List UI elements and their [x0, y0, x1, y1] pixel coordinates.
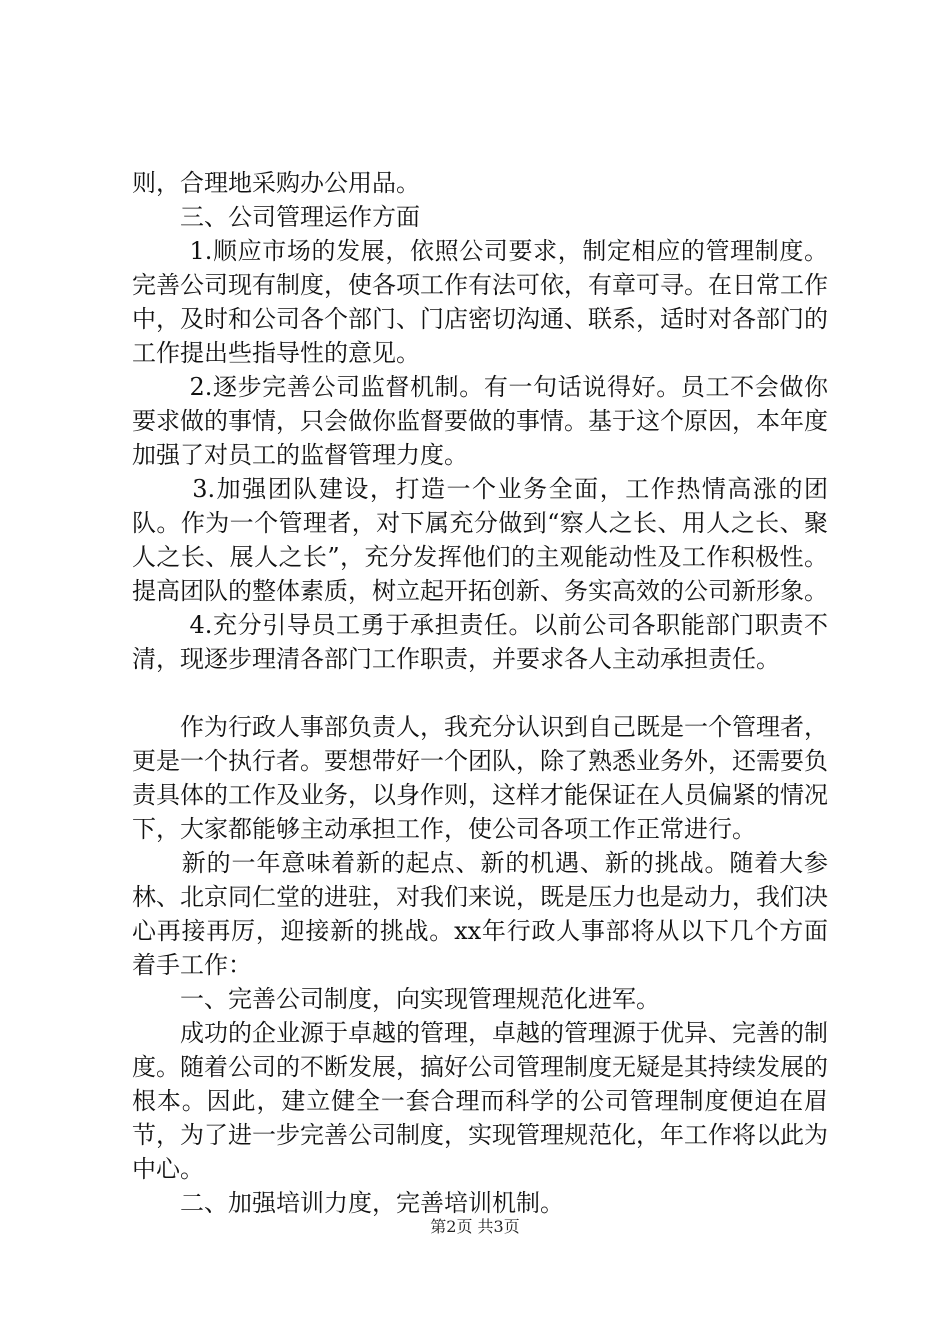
paragraph-item-3: 3.加强团队建设，打造一个业务全面，工作热情高涨的团队。作为一个管理者，对下属充分做到“察人之长、用人之长、聚人之长、展人之长”，充分发挥他们的主观能动性及工作积极性。提高团队的整体素质，树立起开拓创新、务实高效的公司新形象。 — [132, 475, 828, 605]
paragraph-new-year: 新的一年意味着新的起点、新的机遇、新的挑战。随着大参林、北京同仁堂的进驻，对我们来说，既是压力也是动力，我们决心再接再厉，迎接新的挑战。xx年行政人事部将从以下几个方面着手工作： — [132, 849, 828, 979]
section-heading-3: 三、公司管理运作方面 — [132, 203, 420, 231]
document-body — [132, 166, 828, 1220]
paragraph-item-2: 2.逐步完善公司监督机制。有一句话说得好。员工不会做你要求做的事情，只会做你监督要做的事情。基于这个原因，本年度加强了对员工的监督管理力度。 — [132, 373, 828, 469]
paragraph-continuation: 则，合理地采购办公用品。 — [132, 169, 420, 197]
plan-heading-1: 一、完善公司制度，向实现管理规范化进军。 — [132, 985, 660, 1013]
paragraph-item-4: 4.充分引导员工勇于承担责任。以前公司各职能部门职责不清，现逐步理清各部门工作职责，并要求各人主动承担责任。 — [132, 611, 828, 673]
page-number-footer: 第2页 共3页 — [430, 1217, 520, 1236]
paragraph-item-1: 1.顺应市场的发展，依照公司要求，制定相应的管理制度。完善公司现有制度，使各项工作有法可依，有章可寻。在日常工作中，及时和公司各个部门、门店密切沟通、联系，适时对各部门的工作提出些指导性的意见。 — [132, 237, 828, 367]
paragraph-management: 成功的企业源于卓越的管理，卓越的管理源于优异、完善的制度。随着公司的不断发展，搞好公司管理制度无疑是其持续发展的根本。因此，建立健全一套合理而科学的公司管理制度便迫在眉节，为了进一步完善公司制度，实现管理规范化，年工作将以此为中心。 — [132, 1019, 828, 1183]
paragraph-role: 作为行政人事部负责人，我充分认识到自己既是一个管理者，更是一个执行者。要想带好一个团队，除了熟悉业务外，还需要负责具体的工作及业务，以身作则，这样才能保证在人员偏紧的情况下，大家都能够主动承担工作，使公司各项工作正常进行。 — [132, 713, 828, 843]
plan-heading-2: 二、加强培训力度，完善培训机制。 — [132, 1189, 564, 1217]
paragraph-gap — [132, 676, 828, 710]
